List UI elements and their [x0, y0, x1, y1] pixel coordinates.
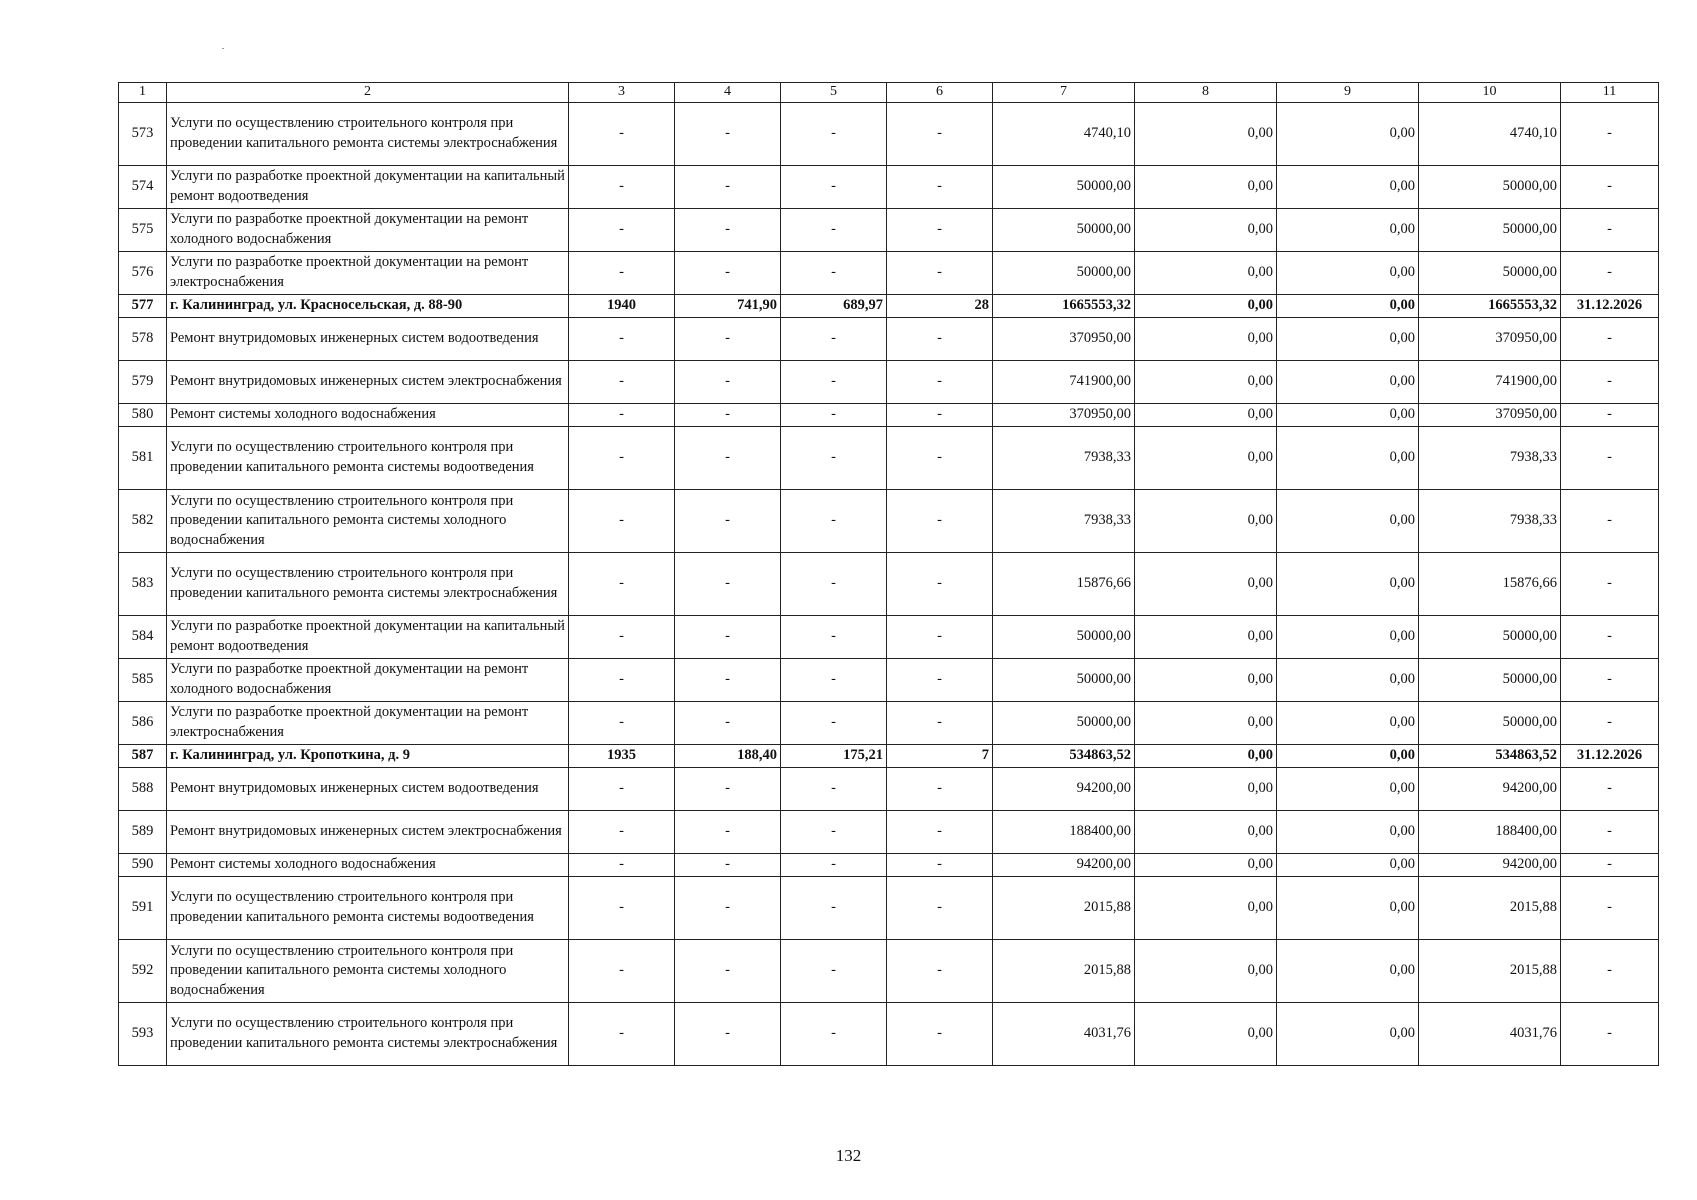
residents-cell: -: [887, 810, 993, 853]
residents-cell: -: [887, 552, 993, 615]
cost-col10-cell: 188400,00: [1419, 810, 1561, 853]
year-cell: -: [569, 767, 675, 810]
year-cell: -: [569, 876, 675, 939]
living-area-cell: 175,21: [781, 744, 887, 767]
area-cell: -: [675, 251, 781, 294]
living-area-cell: -: [781, 701, 887, 744]
year-cell: -: [569, 658, 675, 701]
area-cell: -: [675, 615, 781, 658]
cost-col8-cell: 0,00: [1135, 1002, 1277, 1065]
area-cell: -: [675, 939, 781, 1002]
cost-col10-cell: 50000,00: [1419, 251, 1561, 294]
deadline-cell: -: [1561, 102, 1659, 165]
cost-col10-cell: 7938,33: [1419, 426, 1561, 489]
row-number: 592: [119, 939, 167, 1002]
cost-col8-cell: 0,00: [1135, 165, 1277, 208]
year-cell: -: [569, 1002, 675, 1065]
table-row: [119, 489, 1659, 552]
cost-col9-cell: 0,00: [1277, 317, 1419, 360]
row-name: Услуги по осуществлению строительного контроля при проведении капитального ремонта системы водоотведения: [167, 876, 569, 939]
total-cost-cell: 2015,88: [993, 939, 1135, 1002]
year-cell: -: [569, 489, 675, 552]
year-cell: 1935: [569, 744, 675, 767]
year-cell: -: [569, 102, 675, 165]
table-row: [119, 876, 1659, 939]
deadline-cell: 31.12.2026: [1561, 294, 1659, 317]
residents-cell: -: [887, 360, 993, 403]
residents-cell: -: [887, 767, 993, 810]
deadline-cell: -: [1561, 767, 1659, 810]
deadline-cell: -: [1561, 810, 1659, 853]
table-row: [119, 853, 1659, 876]
cost-col9-cell: 0,00: [1277, 876, 1419, 939]
capital-repair-table: [118, 82, 1659, 1066]
deadline-cell: -: [1561, 403, 1659, 426]
row-number: 587: [119, 744, 167, 767]
row-name: Услуги по разработке проектной документации на ремонт холодного водоснабжения: [167, 658, 569, 701]
table-row: [119, 1002, 1659, 1065]
area-cell: -: [675, 810, 781, 853]
residents-cell: 7: [887, 744, 993, 767]
total-cost-cell: 50000,00: [993, 658, 1135, 701]
table-row: [119, 552, 1659, 615]
cost-col9-cell: 0,00: [1277, 552, 1419, 615]
table-row: [119, 165, 1659, 208]
row-number: 585: [119, 658, 167, 701]
table-row: [119, 317, 1659, 360]
table-row: [119, 701, 1659, 744]
cost-col8-cell: 0,00: [1135, 767, 1277, 810]
cost-col10-cell: 50000,00: [1419, 701, 1561, 744]
column-header: 8: [1135, 83, 1277, 103]
living-area-cell: -: [781, 360, 887, 403]
row-name: Услуги по осуществлению строительного контроля при проведении капитального ремонта системы холодного водоснабжения: [167, 939, 569, 1002]
total-cost-cell: 50000,00: [993, 251, 1135, 294]
cost-col8-cell: 0,00: [1135, 208, 1277, 251]
total-cost-cell: 534863,52: [993, 744, 1135, 767]
residents-cell: -: [887, 165, 993, 208]
total-cost-cell: 7938,33: [993, 489, 1135, 552]
living-area-cell: -: [781, 810, 887, 853]
residents-cell: -: [887, 615, 993, 658]
table-row: [119, 767, 1659, 810]
year-cell: -: [569, 939, 675, 1002]
cost-col9-cell: 0,00: [1277, 767, 1419, 810]
row-number: 582: [119, 489, 167, 552]
total-cost-cell: 370950,00: [993, 403, 1135, 426]
year-cell: -: [569, 403, 675, 426]
cost-col8-cell: 0,00: [1135, 876, 1277, 939]
row-name: Ремонт системы холодного водоснабжения: [167, 403, 569, 426]
total-cost-cell: 94200,00: [993, 853, 1135, 876]
column-number-header-row: [119, 83, 1659, 103]
row-number: 584: [119, 615, 167, 658]
table-row: [119, 208, 1659, 251]
row-number: 593: [119, 1002, 167, 1065]
living-area-cell: -: [781, 317, 887, 360]
cost-col10-cell: 50000,00: [1419, 615, 1561, 658]
year-cell: 1940: [569, 294, 675, 317]
cost-col10-cell: 370950,00: [1419, 403, 1561, 426]
table-body: [119, 83, 1659, 1066]
living-area-cell: -: [781, 876, 887, 939]
cost-col10-cell: 1665553,32: [1419, 294, 1561, 317]
residents-cell: -: [887, 853, 993, 876]
cost-col9-cell: 0,00: [1277, 165, 1419, 208]
row-number: 579: [119, 360, 167, 403]
living-area-cell: -: [781, 1002, 887, 1065]
year-cell: -: [569, 810, 675, 853]
column-header: 7: [993, 83, 1135, 103]
deadline-cell: -: [1561, 939, 1659, 1002]
table-row: [119, 658, 1659, 701]
residents-cell: -: [887, 701, 993, 744]
year-cell: -: [569, 853, 675, 876]
cost-col10-cell: 4740,10: [1419, 102, 1561, 165]
cost-col9-cell: 0,00: [1277, 939, 1419, 1002]
cost-col8-cell: 0,00: [1135, 810, 1277, 853]
cost-col8-cell: 0,00: [1135, 939, 1277, 1002]
cost-col9-cell: 0,00: [1277, 426, 1419, 489]
row-name: Услуги по разработке проектной документации на ремонт электроснабжения: [167, 701, 569, 744]
area-cell: -: [675, 658, 781, 701]
column-header: 9: [1277, 83, 1419, 103]
cost-col10-cell: 2015,88: [1419, 939, 1561, 1002]
cost-col9-cell: 0,00: [1277, 810, 1419, 853]
living-area-cell: -: [781, 853, 887, 876]
cost-col8-cell: 0,00: [1135, 701, 1277, 744]
residents-cell: -: [887, 317, 993, 360]
total-cost-cell: 50000,00: [993, 208, 1135, 251]
cost-col10-cell: 50000,00: [1419, 208, 1561, 251]
cost-col8-cell: 0,00: [1135, 744, 1277, 767]
cost-col9-cell: 0,00: [1277, 208, 1419, 251]
area-cell: -: [675, 360, 781, 403]
residents-cell: 28: [887, 294, 993, 317]
total-cost-cell: 1665553,32: [993, 294, 1135, 317]
row-number: 577: [119, 294, 167, 317]
row-number: 573: [119, 102, 167, 165]
table-row: [119, 426, 1659, 489]
residents-cell: -: [887, 1002, 993, 1065]
living-area-cell: -: [781, 489, 887, 552]
residents-cell: -: [887, 426, 993, 489]
row-name: Услуги по осуществлению строительного контроля при проведении капитального ремонта системы холодного водоснабжения: [167, 489, 569, 552]
cost-col8-cell: 0,00: [1135, 317, 1277, 360]
area-cell: -: [675, 701, 781, 744]
row-name: Услуги по осуществлению строительного контроля при проведении капитального ремонта системы водоотведения: [167, 426, 569, 489]
row-number: 581: [119, 426, 167, 489]
row-number: 583: [119, 552, 167, 615]
column-header: 4: [675, 83, 781, 103]
year-cell: -: [569, 317, 675, 360]
area-cell: 188,40: [675, 744, 781, 767]
residents-cell: -: [887, 251, 993, 294]
area-cell: -: [675, 403, 781, 426]
column-header: 11: [1561, 83, 1659, 103]
deadline-cell: 31.12.2026: [1561, 744, 1659, 767]
total-cost-cell: 7938,33: [993, 426, 1135, 489]
deadline-cell: -: [1561, 251, 1659, 294]
deadline-cell: -: [1561, 615, 1659, 658]
cost-col10-cell: 741900,00: [1419, 360, 1561, 403]
cost-col10-cell: 534863,52: [1419, 744, 1561, 767]
cost-col9-cell: 0,00: [1277, 489, 1419, 552]
scan-speck: [222, 48, 224, 49]
row-number: 580: [119, 403, 167, 426]
cost-col8-cell: 0,00: [1135, 489, 1277, 552]
cost-col10-cell: 7938,33: [1419, 489, 1561, 552]
cost-col9-cell: 0,00: [1277, 1002, 1419, 1065]
area-cell: -: [675, 102, 781, 165]
page-number: 132: [835, 1146, 862, 1165]
area-cell: -: [675, 489, 781, 552]
cost-col9-cell: 0,00: [1277, 251, 1419, 294]
cost-col8-cell: 0,00: [1135, 615, 1277, 658]
row-number: 575: [119, 208, 167, 251]
total-cost-cell: 4031,76: [993, 1002, 1135, 1065]
column-header: 2: [167, 83, 569, 103]
residents-cell: -: [887, 489, 993, 552]
residents-cell: -: [887, 208, 993, 251]
row-name: Услуги по разработке проектной документации на ремонт холодного водоснабжения: [167, 208, 569, 251]
deadline-cell: -: [1561, 489, 1659, 552]
total-cost-cell: 50000,00: [993, 701, 1135, 744]
living-area-cell: -: [781, 658, 887, 701]
living-area-cell: -: [781, 615, 887, 658]
deadline-cell: -: [1561, 1002, 1659, 1065]
total-cost-cell: 94200,00: [993, 767, 1135, 810]
area-cell: -: [675, 876, 781, 939]
residents-cell: -: [887, 102, 993, 165]
area-cell: -: [675, 767, 781, 810]
cost-col8-cell: 0,00: [1135, 552, 1277, 615]
cost-col8-cell: 0,00: [1135, 102, 1277, 165]
deadline-cell: -: [1561, 165, 1659, 208]
cost-col8-cell: 0,00: [1135, 251, 1277, 294]
row-name: Услуги по осуществлению строительного контроля при проведении капитального ремонта системы электроснабжения: [167, 552, 569, 615]
cost-col9-cell: 0,00: [1277, 701, 1419, 744]
residents-cell: -: [887, 939, 993, 1002]
living-area-cell: -: [781, 165, 887, 208]
row-name: г. Калининград, ул. Кропоткина, д. 9: [167, 744, 569, 767]
year-cell: -: [569, 615, 675, 658]
table-row: [119, 102, 1659, 165]
row-number: 576: [119, 251, 167, 294]
row-name: Услуги по разработке проектной документации на капитальный ремонт водоотведения: [167, 165, 569, 208]
total-cost-cell: 370950,00: [993, 317, 1135, 360]
deadline-cell: -: [1561, 360, 1659, 403]
living-area-cell: -: [781, 552, 887, 615]
cost-col10-cell: 50000,00: [1419, 165, 1561, 208]
cost-col10-cell: 94200,00: [1419, 767, 1561, 810]
area-cell: -: [675, 317, 781, 360]
cost-col8-cell: 0,00: [1135, 403, 1277, 426]
living-area-cell: -: [781, 939, 887, 1002]
column-header: 3: [569, 83, 675, 103]
total-cost-cell: 50000,00: [993, 165, 1135, 208]
table-row: [119, 615, 1659, 658]
total-cost-cell: 4740,10: [993, 102, 1135, 165]
table-row: [119, 360, 1659, 403]
living-area-cell: -: [781, 208, 887, 251]
residents-cell: -: [887, 876, 993, 939]
living-area-cell: -: [781, 251, 887, 294]
living-area-cell: -: [781, 426, 887, 489]
row-name: Ремонт внутридомовых инженерных систем электроснабжения: [167, 810, 569, 853]
deadline-cell: -: [1561, 552, 1659, 615]
year-cell: -: [569, 251, 675, 294]
cost-col9-cell: 0,00: [1277, 102, 1419, 165]
deadline-cell: -: [1561, 317, 1659, 360]
year-cell: -: [569, 552, 675, 615]
cost-col9-cell: 0,00: [1277, 658, 1419, 701]
total-cost-cell: 15876,66: [993, 552, 1135, 615]
cost-col10-cell: 4031,76: [1419, 1002, 1561, 1065]
year-cell: -: [569, 426, 675, 489]
living-area-cell: -: [781, 403, 887, 426]
total-cost-cell: 188400,00: [993, 810, 1135, 853]
living-area-cell: -: [781, 102, 887, 165]
row-number: 578: [119, 317, 167, 360]
cost-col8-cell: 0,00: [1135, 658, 1277, 701]
row-name: Ремонт внутридомовых инженерных систем водоотведения: [167, 317, 569, 360]
cost-col8-cell: 0,00: [1135, 853, 1277, 876]
cost-col10-cell: 2015,88: [1419, 876, 1561, 939]
area-cell: -: [675, 165, 781, 208]
row-name: Услуги по осуществлению строительного контроля при проведении капитального ремонта системы электроснабжения: [167, 102, 569, 165]
cost-col9-cell: 0,00: [1277, 403, 1419, 426]
cost-col8-cell: 0,00: [1135, 426, 1277, 489]
cost-col9-cell: 0,00: [1277, 853, 1419, 876]
total-cost-cell: 2015,88: [993, 876, 1135, 939]
row-name: Услуги по осуществлению строительного контроля при проведении капитального ремонта системы электроснабжения: [167, 1002, 569, 1065]
area-cell: -: [675, 1002, 781, 1065]
cost-col10-cell: 50000,00: [1419, 658, 1561, 701]
cost-col9-cell: 0,00: [1277, 615, 1419, 658]
table-row: [119, 251, 1659, 294]
row-number: 589: [119, 810, 167, 853]
table-row: [119, 810, 1659, 853]
area-cell: -: [675, 208, 781, 251]
cost-col10-cell: 15876,66: [1419, 552, 1561, 615]
area-cell: -: [675, 426, 781, 489]
column-header: 5: [781, 83, 887, 103]
living-area-cell: -: [781, 767, 887, 810]
row-number: 590: [119, 853, 167, 876]
cost-col9-cell: 0,00: [1277, 294, 1419, 317]
area-cell: -: [675, 552, 781, 615]
deadline-cell: -: [1561, 208, 1659, 251]
address-row: [119, 744, 1659, 767]
deadline-cell: -: [1561, 426, 1659, 489]
row-number: 588: [119, 767, 167, 810]
row-name: Ремонт внутридомовых инженерных систем электроснабжения: [167, 360, 569, 403]
year-cell: -: [569, 208, 675, 251]
residents-cell: -: [887, 658, 993, 701]
cost-col8-cell: 0,00: [1135, 360, 1277, 403]
address-row: [119, 294, 1659, 317]
cost-col9-cell: 0,00: [1277, 360, 1419, 403]
residents-cell: -: [887, 403, 993, 426]
deadline-cell: -: [1561, 658, 1659, 701]
row-name: Услуги по разработке проектной документации на капитальный ремонт водоотведения: [167, 615, 569, 658]
area-cell: 741,90: [675, 294, 781, 317]
total-cost-cell: 741900,00: [993, 360, 1135, 403]
row-number: 574: [119, 165, 167, 208]
row-name: Ремонт внутридомовых инженерных систем водоотведения: [167, 767, 569, 810]
row-name: Ремонт системы холодного водоснабжения: [167, 853, 569, 876]
cost-col10-cell: 370950,00: [1419, 317, 1561, 360]
total-cost-cell: 50000,00: [993, 615, 1135, 658]
deadline-cell: -: [1561, 876, 1659, 939]
row-number: 591: [119, 876, 167, 939]
cost-col10-cell: 94200,00: [1419, 853, 1561, 876]
deadline-cell: -: [1561, 701, 1659, 744]
area-cell: -: [675, 853, 781, 876]
row-number: 586: [119, 701, 167, 744]
column-header: 1: [119, 83, 167, 103]
column-header: 10: [1419, 83, 1561, 103]
year-cell: -: [569, 701, 675, 744]
column-header: 6: [887, 83, 993, 103]
row-name: Услуги по разработке проектной документации на ремонт электроснабжения: [167, 251, 569, 294]
living-area-cell: 689,97: [781, 294, 887, 317]
year-cell: -: [569, 165, 675, 208]
table-row: [119, 403, 1659, 426]
cost-col9-cell: 0,00: [1277, 744, 1419, 767]
deadline-cell: -: [1561, 853, 1659, 876]
row-name: г. Калининград, ул. Красносельская, д. 88-90: [167, 294, 569, 317]
year-cell: -: [569, 360, 675, 403]
cost-col8-cell: 0,00: [1135, 294, 1277, 317]
table-row: [119, 939, 1659, 1002]
